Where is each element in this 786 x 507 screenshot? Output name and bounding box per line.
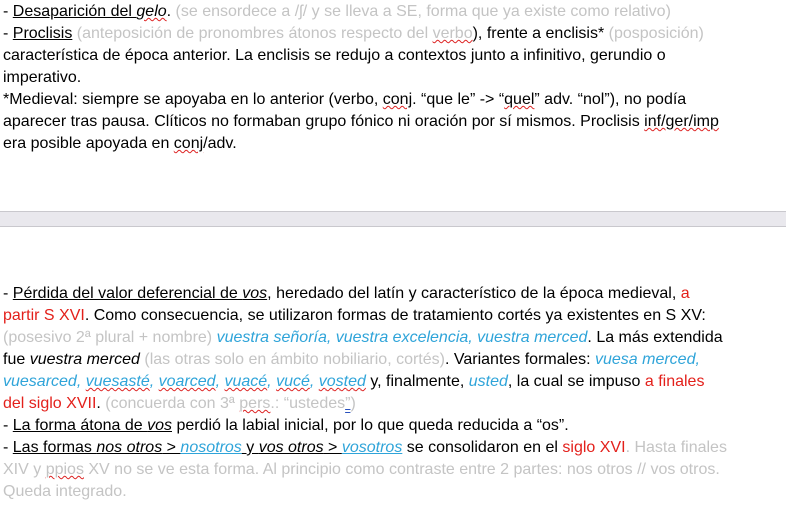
text-run: ), frente a enclisis* — [472, 25, 609, 42]
paragraph-line — [3, 23, 786, 45]
text-run: - — [3, 439, 13, 456]
paragraph-line — [3, 283, 786, 305]
text-run: . Como consecuencia, se utilizaron formas de tratamiento cortés ya existentes en S XV: — [84, 307, 706, 324]
blue-highlight: voarced — [158, 373, 216, 390]
page-1-text — [3, 1, 786, 155]
text-run: - — [3, 417, 13, 434]
grey-note: ” — [345, 395, 351, 412]
text-run: > — [323, 439, 342, 456]
paragraph-line — [3, 415, 786, 437]
blue-highlight: , — [267, 373, 277, 390]
paragraph-line — [3, 349, 786, 371]
document-page-1 — [0, 0, 786, 211]
grey-note: . Hasta finales — [625, 439, 727, 456]
red-highlight: siglo XVI — [562, 439, 626, 456]
blue-highlight: , — [149, 373, 159, 390]
text-run: perdió la labial inicial, por lo que queda reducida a “os”. — [172, 417, 569, 434]
text-run: . “que le” -> “ — [412, 91, 505, 108]
red-highlight: del siglo XVII — [3, 395, 97, 412]
paragraph-line — [3, 437, 786, 459]
text-run: Proclisis — [12, 25, 73, 42]
grey-note: .: “ustedes — [270, 395, 346, 412]
text-run: . — [166, 3, 172, 20]
paragraph-line — [3, 459, 786, 481]
grey-note: (concuerda con 3ª — [105, 395, 240, 412]
grey-note: (anteposición de pronombres átonos respecto del — [72, 25, 433, 42]
grey-note: (se ensordece a /ʃ/ y se lleva a SE, forma que ya existe como relativo) — [171, 3, 671, 20]
red-highlight: a finales — [644, 373, 705, 390]
text-run: aparecer tras pausa. Clíticos no formaban grupo fónico ni oración por sí mismos. Proclisis — [3, 113, 645, 130]
text-run: vos otros — [258, 439, 324, 456]
blue-highlight: , — [309, 373, 319, 390]
paragraph-line — [3, 133, 786, 155]
grey-note: (posposición) — [608, 25, 704, 42]
blue-highlight: vuestra señoría, vuestra excelencia, vuestra merced — [216, 329, 588, 346]
paragraph-line — [3, 111, 786, 133]
text-run: vos — [147, 417, 172, 434]
grey-note: (las otras solo en ámbito nobiliario, cortés) — [139, 351, 445, 368]
blue-highlight: vosted — [318, 373, 366, 390]
blue-highlight: vuacé — [224, 373, 268, 390]
paragraph-line — [3, 393, 786, 415]
blue-highlight: vosotros — [341, 439, 403, 456]
grey-note: pers — [239, 395, 271, 412]
text-run: se consolidaron en el — [402, 439, 563, 456]
text-run: ” adv. “nol”), no podía — [534, 91, 687, 108]
paragraph-line — [3, 305, 786, 327]
blue-highlight: vuesarced — [3, 373, 77, 390]
grey-note: XV no se ve esta forma. Al principio como contraste entre 2 partes: nos otros // vos otros. — [83, 461, 720, 478]
grey-note: ) — [350, 395, 356, 412]
blue-highlight: , — [76, 373, 86, 390]
text-run: era posible apoyada en — [3, 135, 174, 152]
text-run: inf/ger/imp — [644, 113, 719, 130]
text-run: - — [3, 3, 13, 20]
text-run: y, finalmente, — [365, 373, 469, 390]
blue-highlight: usted — [468, 373, 508, 390]
paragraph-line — [3, 327, 786, 349]
grey-note: Queda integrado. — [3, 483, 127, 500]
text-run: La forma átona de — [12, 417, 148, 434]
text-run: vos — [242, 285, 268, 302]
paragraph-line — [3, 371, 786, 393]
paragraph-line — [3, 1, 786, 23]
red-highlight: partir S XVI — [3, 307, 85, 324]
text-run: , heredado del latín y característico de la época medieval, — [267, 285, 681, 302]
blue-highlight: vuesa merced, — [594, 351, 700, 368]
blue-highlight: nosotros — [180, 439, 242, 456]
blue-highlight: , — [215, 373, 225, 390]
document-page-2 — [0, 227, 786, 507]
grey-note: verbo — [432, 25, 473, 42]
text-run: . La más extendida — [587, 329, 723, 346]
text-run: , la cual se impuso — [507, 373, 645, 390]
paragraph-line — [3, 89, 786, 111]
text-run: vuestra merced — [29, 351, 140, 368]
paragraph-line: imperativo. — [3, 69, 82, 86]
text-run: Las formas — [12, 439, 97, 456]
text-run: . — [96, 395, 106, 412]
text-run: gelo — [136, 3, 167, 20]
text-run: y — [241, 439, 259, 456]
grey-note: XIV y — [3, 461, 46, 478]
grey-note: ppios — [45, 461, 84, 478]
text-run: *Medieval: siempre se apoyaba en lo anterior (verbo, — [3, 91, 383, 108]
text-run: > — [162, 439, 181, 456]
blue-highlight: vuesasté — [85, 373, 150, 390]
text-run: - — [3, 25, 13, 42]
grey-note: (posesivo 2ª plural + nombre) — [3, 329, 217, 346]
text-run: Pérdida del valor deferencial de — [12, 285, 243, 302]
text-run: - — [3, 285, 13, 302]
text-run: quel — [504, 91, 535, 108]
text-run: fue — [3, 351, 30, 368]
blue-highlight: vucé — [276, 373, 310, 390]
text-run: Desaparición del — [12, 3, 137, 20]
text-run: . Variantes formales: — [444, 351, 595, 368]
page-break-gap — [0, 211, 786, 227]
text-run: conj — [173, 135, 204, 152]
text-run: /adv. — [203, 135, 237, 152]
paragraph-line: característica de época anterior. La enclisis se redujo a contextos junto a infinitivo, gerundio o — [3, 47, 666, 64]
text-run: conj — [382, 91, 413, 108]
text-run: nos otros — [96, 439, 163, 456]
red-highlight: a — [680, 285, 690, 302]
page-2-text — [3, 283, 786, 503]
